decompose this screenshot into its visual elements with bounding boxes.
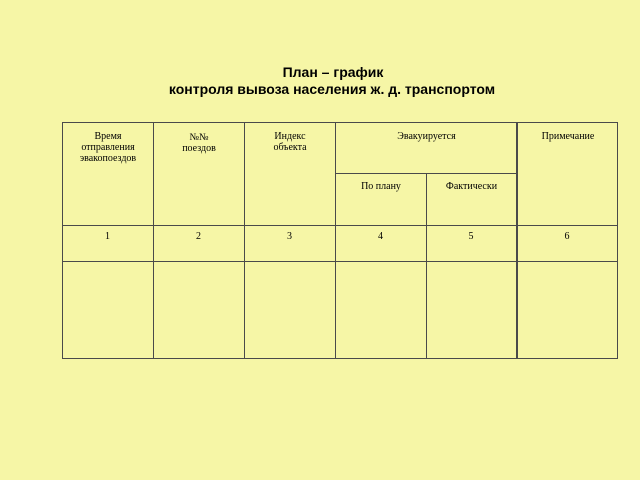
table-border-top — [62, 122, 618, 123]
column-number-2: 2 — [196, 231, 201, 242]
title-line-2: контроля вывоза населения ж. д. транспортом — [168, 81, 496, 97]
table-numbers-bottom-line — [62, 261, 618, 262]
column-number-3: 3 — [287, 231, 292, 242]
header-actual: Фактически — [445, 181, 498, 192]
header-planned: По плану — [361, 181, 401, 192]
column-number-5: 5 — [468, 231, 474, 242]
table-border-bottom — [62, 358, 618, 359]
header-object-index: Индекс объекта — [273, 131, 307, 153]
column-number-6: 6 — [564, 231, 570, 242]
title-line-1: План – график — [282, 64, 384, 80]
header-note: Примечание — [541, 131, 595, 142]
table-border-right — [617, 122, 618, 359]
column-number-1: 1 — [105, 231, 110, 242]
column-number-4: 4 — [378, 231, 383, 242]
header-evacuated: Эвакуируется — [397, 131, 456, 142]
header-departure-time: Время отправления эвакопоездов — [79, 131, 137, 164]
table-header-bottom-line — [62, 225, 618, 226]
header-train-numbers: №№ поездов — [182, 132, 216, 154]
column-divider-4 — [426, 173, 427, 359]
